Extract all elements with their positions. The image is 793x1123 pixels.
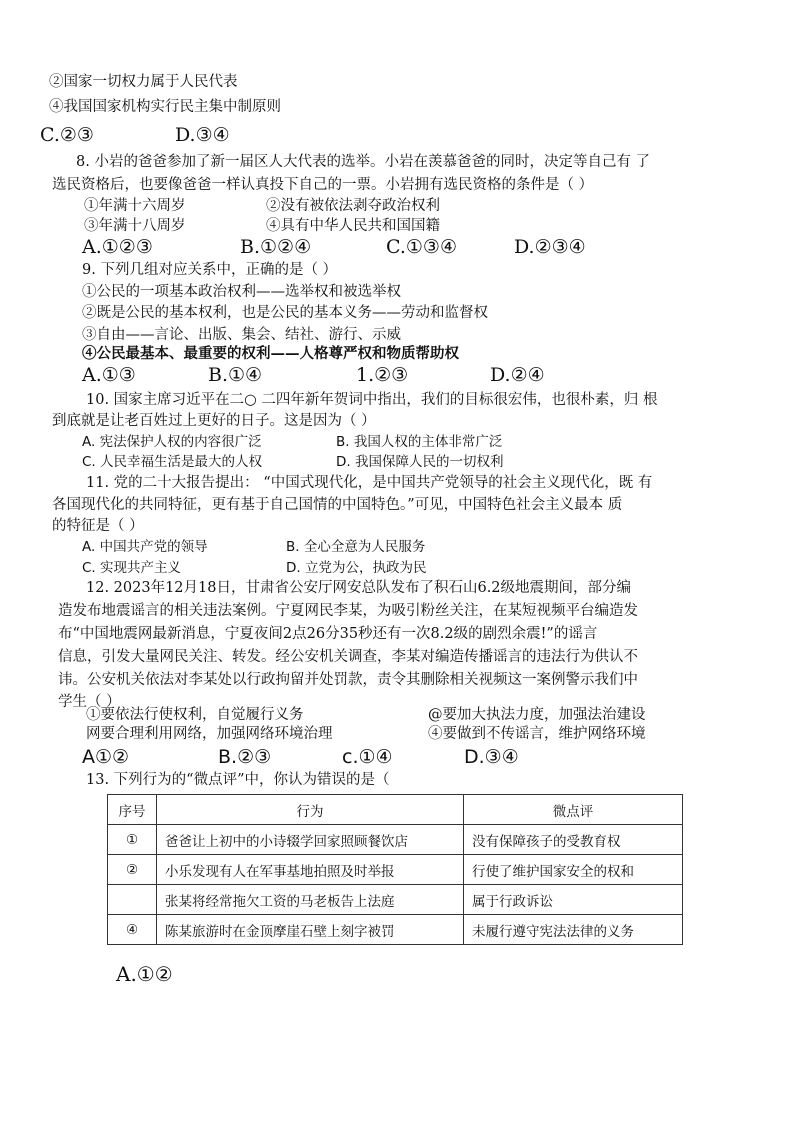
q11-stem-line-2: 各国现代化的共同特征，更有基于自己国情的中国特色。”可见，中国特色社会主义最本 质 [52, 497, 623, 513]
q11-stem-line-1: 11. 党的二十大报告提出： “中国式现代化，是中国共产党领导的社会主义现代化，既 有 [86, 475, 653, 491]
q11-answer-d: D. 立党为公，执政为民 [286, 560, 427, 576]
q10-answer-c: C. 人民幸福生活是最大的人权 [82, 454, 263, 470]
row-number: ① [108, 825, 157, 855]
prev-option-4: ④我国国家机构实行民主集中制原则 [49, 99, 281, 115]
prev-answer-d: D.③④ [175, 124, 230, 146]
q9-answer-a: A.①③ [82, 364, 136, 386]
q9-answer-d: D.②④ [490, 364, 545, 386]
q12-answer-d: D.③④ [464, 746, 519, 768]
q10-stem-line-1: 10. 国家主席习近平在二○ 二四年新年贺词中指出，我们的目标很宏伟，也很朴素，归 根 [86, 392, 658, 408]
row-number [108, 885, 157, 915]
comment-table [107, 794, 683, 945]
q8-stem-line-2: 选民资格后，也要像爸爸一样认真投下自己的一票。小岩拥有选民资格的条件是（ ） [52, 177, 594, 193]
q10-answer-b: B. 我国人权的主体非常广泛 [336, 434, 503, 450]
q8-option-4: ④具有中华人民共和国国籍 [266, 218, 440, 234]
q12-answer-b: B.②③ [218, 746, 272, 768]
q9-stem: 9. 下列几组对应关系中，正确的是（ ） [82, 262, 338, 278]
q9-option-3: ③自由——言论、出版、集会、结社、游行、示威 [82, 327, 401, 343]
q13-stem: 13. 下列行为的“微点评”中，你认为错误的是（ [86, 772, 390, 788]
table-row [108, 885, 683, 915]
q9-answer-c: 1.②③ [356, 364, 409, 386]
row-behavior: 爸爸让上初中的小诗辍学回家照顾餐饮店 [157, 825, 464, 855]
q10-answer-d: D. 我国保障人民的一切权利 [336, 454, 504, 470]
row-comment: 未履行遵守宪法法律的义务 [464, 915, 683, 945]
q11-answer-a: A. 中国共产党的领导 [82, 539, 208, 555]
q12-stem-line-3: 布“中国地震网最新消息，宁夏夜间2点26分35秒还有一次8.2级的剧烈余震!”的谣言 [58, 626, 598, 642]
q12-stem-line-5: 讳。公安机关依法对李某处以行政拘留并处罚款，责令其删除相关视频这一案例警示我们中 [58, 672, 638, 688]
row-comment: 没有保障孩子的受教育权 [464, 825, 683, 855]
q9-option-1: ①公民的一项基本政治权利——选举权和被选举权 [82, 284, 401, 300]
table-header-row [108, 795, 683, 825]
q10-answer-a: A. 宪法保护人权的内容很广泛 [82, 434, 262, 450]
row-behavior: 陈某旅游时在金顶摩崖石壁上刻字被罚 [157, 915, 464, 945]
q9-option-4: ④公民最基本、最重要的权利——人格尊严权和物质帮助权 [82, 345, 459, 362]
q11-answer-c: C. 实现共产主义 [82, 560, 182, 576]
header-behavior: 行为 [157, 795, 464, 825]
q10-stem-line-2: 到底就是让老百姓过上更好的日子。这是因为（ ） [52, 413, 376, 429]
q12-option-3: 网要合理利用网络，加强网络环境治理 [86, 726, 333, 742]
q8-answer-c: C.①③④ [386, 236, 457, 258]
q9-answer-b: B.①④ [208, 364, 263, 386]
table-row [108, 855, 683, 885]
q12-stem-line-2: 造发布地震谣言的相关违法案例。宁夏网民李某，为吸引粉丝关注，在某短视频平台编造发 [58, 603, 638, 619]
header-number: 序号 [108, 795, 157, 825]
q11-stem-line-3: 的特征是（ ） [52, 518, 144, 534]
row-behavior: 张某将经常拖欠工资的马老板告上法庭 [157, 885, 464, 915]
table-row [108, 915, 683, 945]
row-comment: 属于行政诉讼 [464, 885, 683, 915]
q12-option-1: ①要依法行使权利，自觉履行义务 [86, 707, 304, 723]
q12-stem-line-4: 信息，引发大量网民关注、转发。经公安机关调查，李某对编造传播谣言的违法行为供认不 [58, 649, 638, 665]
prev-answer-c: C.②③ [40, 124, 94, 146]
row-behavior: 小乐发现有人在军事基地拍照及时举报 [157, 855, 464, 885]
row-number: ② [108, 855, 157, 885]
q8-answer-a: A.①②③ [82, 236, 153, 258]
q9-option-2: ②既是公民的基本权利，也是公民的基本义务——劳动和监督权 [82, 305, 488, 321]
q11-answer-b: B. 全心全意为人民服务 [286, 539, 426, 555]
q12-option-4: ④要做到不传谣言，维护网络环境 [428, 726, 646, 742]
header-comment: 微点评 [464, 795, 683, 825]
q8-stem-line-1: 8. 小岩的爸爸参加了新一届区人大代表的选举。小岩在羡慕爸爸的同时，决定等自己有 了 [76, 154, 651, 170]
q12-answer-a: A①② [82, 746, 130, 768]
q12-stem-line-6: 学生（ ） [58, 694, 121, 710]
q8-option-3: ③年满十八周岁 [84, 218, 186, 234]
row-number: ④ [108, 915, 157, 945]
q8-answer-b: B.①②④ [240, 236, 312, 258]
table-row [108, 825, 683, 855]
q12-option-2: @要加大执法力度，加强法治建设 [428, 707, 646, 723]
q8-answer-d: D.②③④ [514, 236, 586, 258]
q8-option-1: ①年满十六周岁 [84, 198, 186, 214]
q8-option-2: ②没有被依法剥夺政治权利 [266, 198, 440, 214]
prev-option-2: ②国家一切权力属于人民代表 [49, 74, 238, 90]
q12-stem-line-1: 12. 2023年12月18日，甘肃省公安厅网安总队发布了积石山6.2级地震期间，部分编 [86, 580, 632, 596]
row-comment: 行使了维护国家安全的权和 [464, 855, 683, 885]
q13-answer-a: A.①② [116, 962, 173, 986]
q12-answer-c: c.①④ [342, 746, 393, 768]
